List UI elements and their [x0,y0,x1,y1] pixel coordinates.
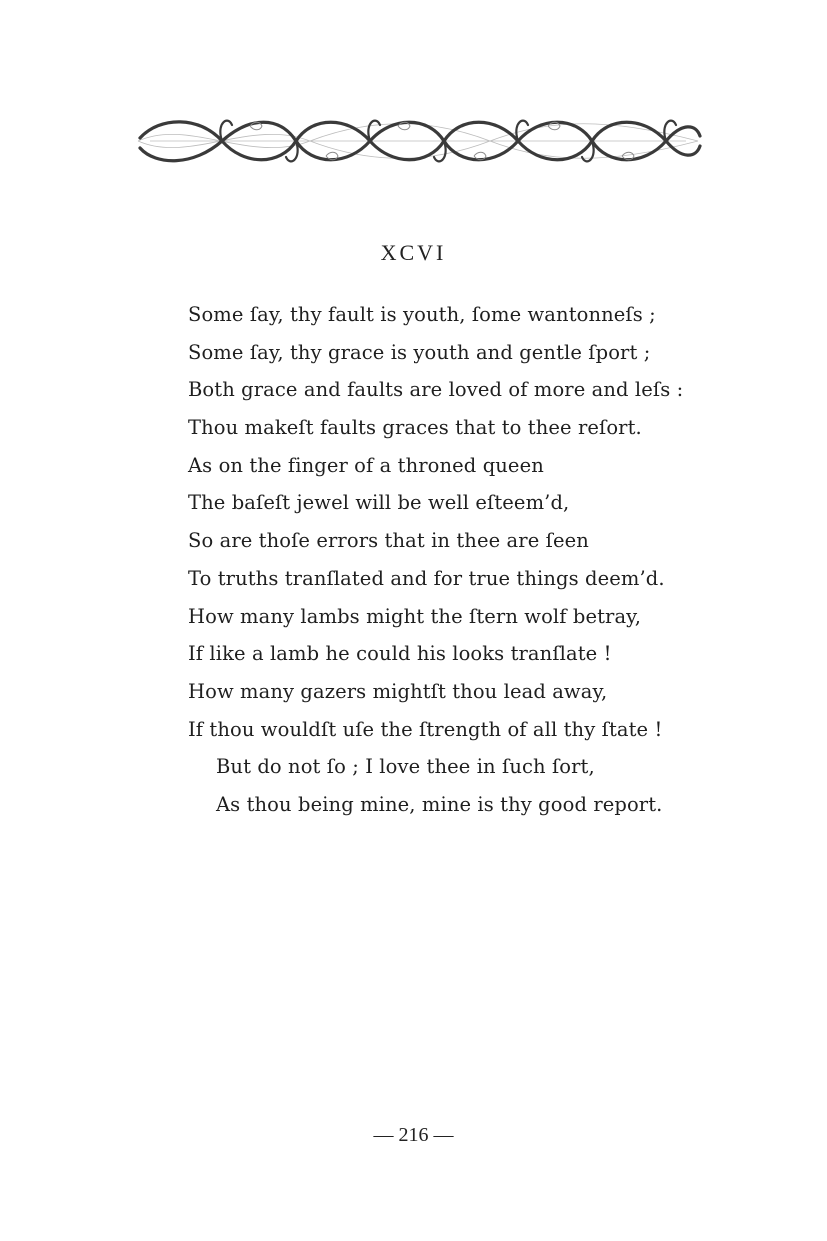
poem-line: Thou makeſt faults graces that to thee reſort. [188,416,642,440]
poem-line: How many lambs might the ſtern wolf betray, [188,604,641,628]
poem-line: Some ſay, thy grace is youth and gentle ſport ; [188,340,651,364]
poem-line: To truths tranſlated and for true things deem’d. [188,566,665,590]
poem-line: If thou wouldſt uſe the ſtrength of all thy ſtate ! [188,717,663,741]
flourish-border-icon [130,108,706,174]
poem-line: Both grace and faults are loved of more and leſs : [188,378,684,402]
poem-line: Some ſay, thy fault is youth, ſome wantonneſs ; [188,303,656,326]
page-number: — 216 — [373,1124,454,1146]
poem-line: As on the finger of a throned queen [188,453,544,477]
couplet-line: As thou being mine, mine is thy good report. [216,792,663,816]
poem-line: So are thoſe errors that in thee are ſeen [188,529,589,553]
poem-line: If like a lamb he could his looks tranſlate ! [188,642,612,666]
poem-line: The baſeſt jewel will be well eſteem’d, [188,491,570,515]
poem-line: How many gazers mightſt thou lead away, [188,679,608,703]
couplet-line: But do not ſo ; I love thee in ſuch ſort, [216,755,595,779]
sonnet-number: XCVI [380,240,447,265]
poem-text [188,296,708,824]
